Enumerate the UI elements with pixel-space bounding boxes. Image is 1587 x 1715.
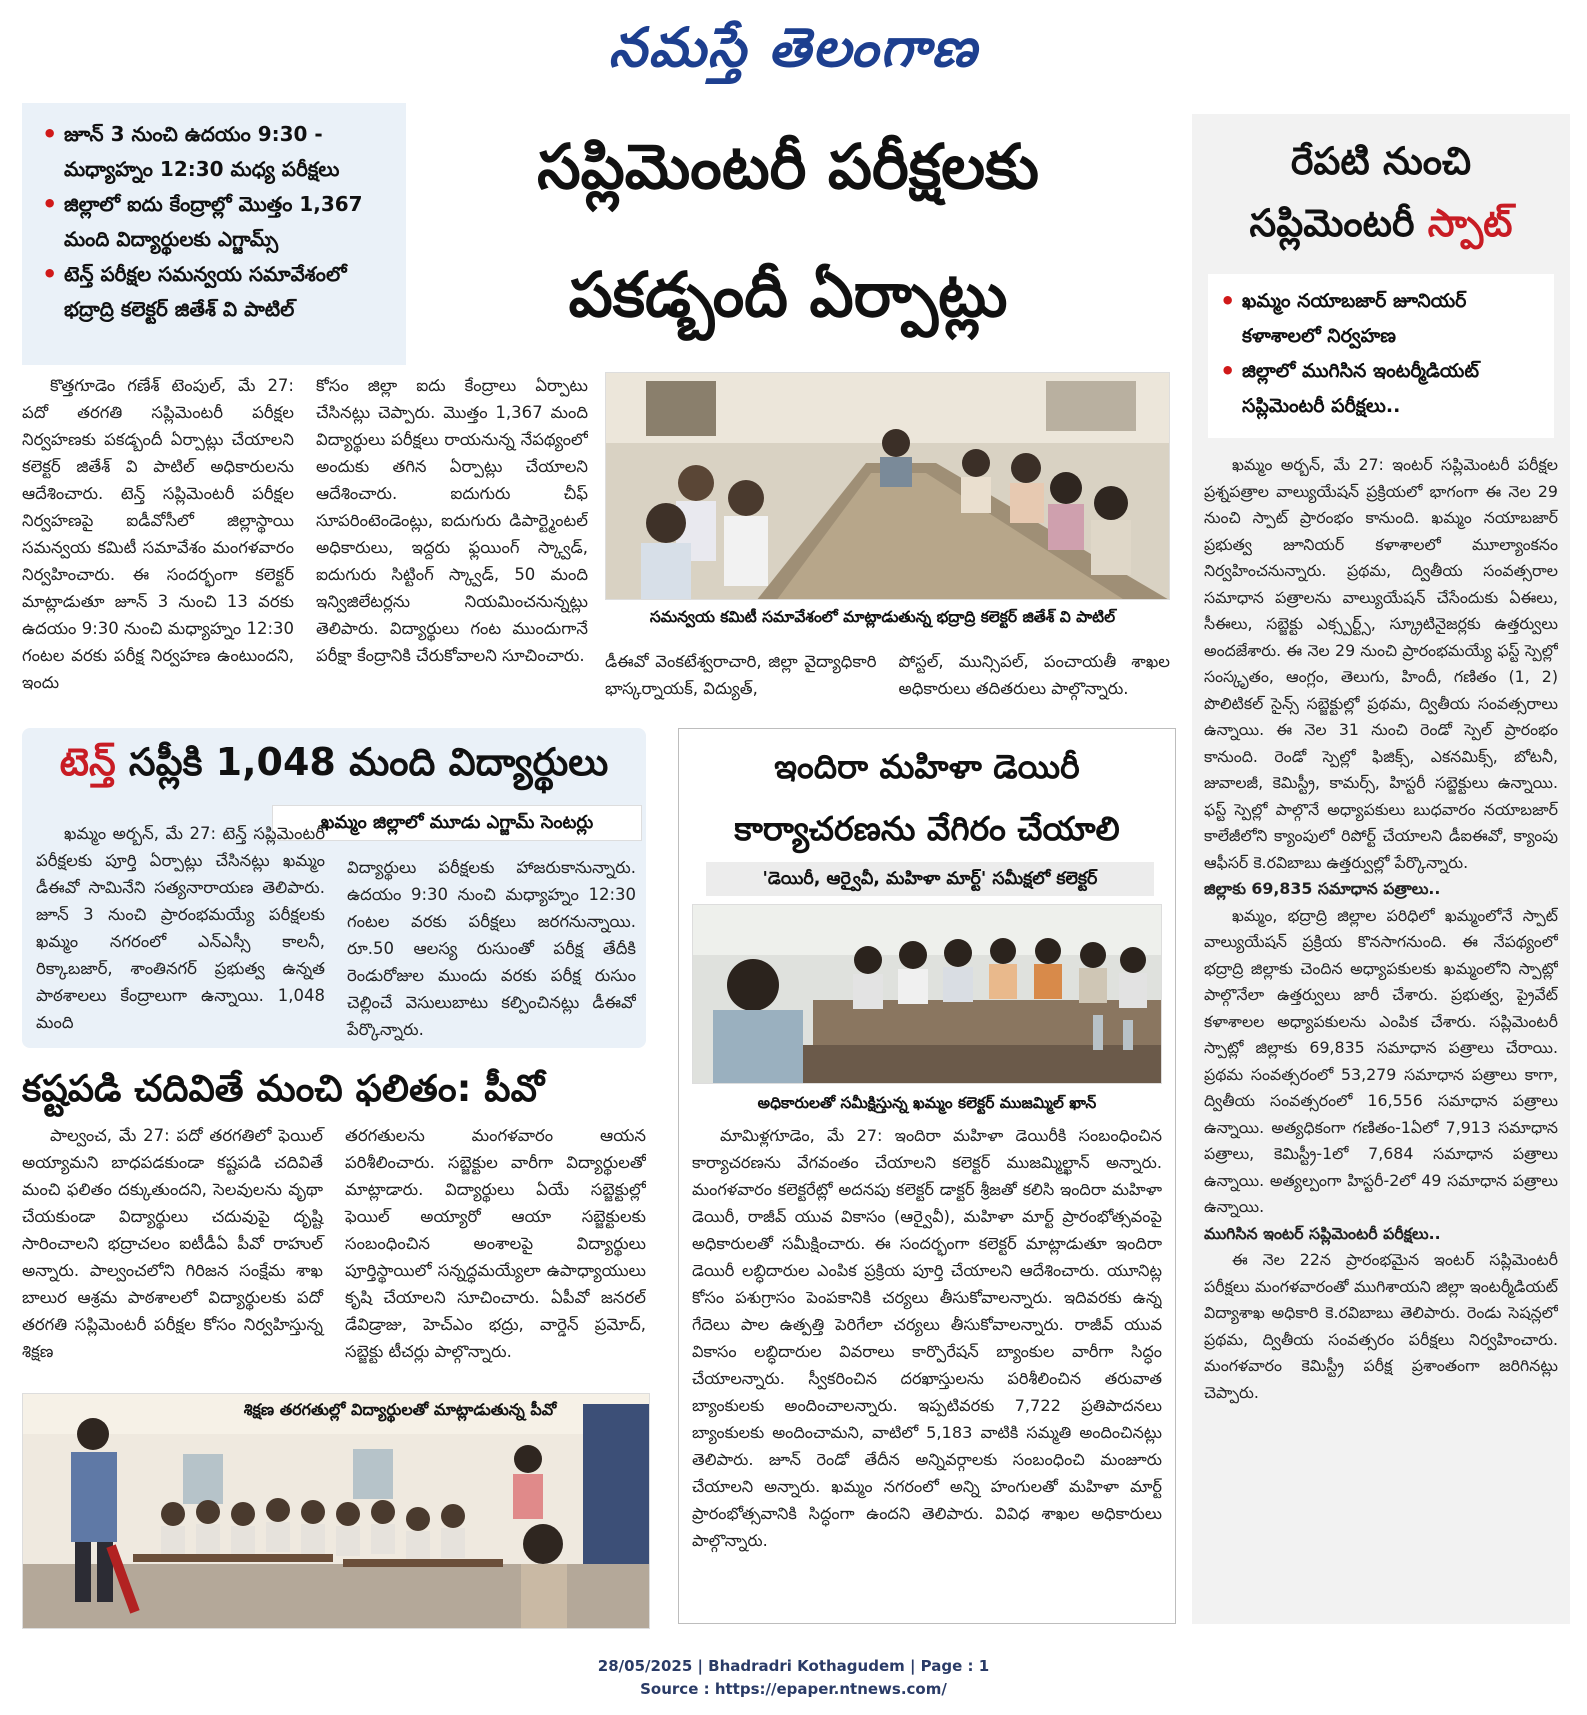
lead-col-3: డీఈవో వెంకటేశ్వరాచారి, జిల్లా వైద్యాధికారి భాస్కర్నాయక్, విద్యుత్, <box>605 652 877 698</box>
spot-highlight-2: • జిల్లాలో ముగిసిన ఇంటర్మీడియట్ సప్లిమెంటరీ పరీక్షలు.. <box>1216 354 1546 424</box>
po-body <box>22 1122 646 1392</box>
dairy-meeting-photo-image <box>693 905 1162 1084</box>
lead-photo <box>605 372 1170 600</box>
tenth-col-1: ఖమ్మం అర్బన్, మే 27: టెన్త్ సప్లిమెంటరీ పరీక్షలకు పూర్తి ఏర్పాట్లు చేసినట్లు ఖమ్మం డీఈవో సామినేని సత్యనారాయణ తెలిపారు. జూన్ 3 నుంచి ప్రారంభమయ్యే పరీక్షలకు ఖమ్మం నగరంలో ఎన్ఎస్సీ కాలనీ, రిక్కాబజార్, శాంతినగర్ ప్రభుత్వ ఉన్నత పాఠశాలలు కేంద్రాలుగా ఉన్నాయి. 1,048 మంది <box>36 824 325 1032</box>
spot-highlight-1: • ఖమ్మం నయాబజార్ జూనియర్ కళాశాలలో నిర్వహణ <box>1216 284 1546 354</box>
dairy-photo-caption: అధికారులతో సమీక్షిస్తున్న ఖమ్మం కలెక్టర్ ముజమ్మిల్ ఖాన్ <box>757 1094 1097 1112</box>
spot-headline <box>1192 130 1570 254</box>
lead-highlight-1: • జూన్ 3 నుంచి ఉదయం 9:30 - మధ్యాహ్నం 12:30 మధ్య పరీక్షలు <box>38 117 396 187</box>
spot-body <box>1204 452 1558 1620</box>
dairy-headline <box>678 736 1176 860</box>
masthead: నమస్తే తెలంగాణ <box>608 15 979 79</box>
lead-col-1: కొత్తగూడెం గణేశ్ టెంపుల్, మే 27: పదో తరగతి సప్లిమెంటరీ పరీక్షల నిర్వహణకు పకడ్బందీ ఏర్పాట్లు చేయాలని కలెక్టర్ జితేశ్ వి పాటిల్ అధికారులను ఆదేశించారు. టెన్త్ సప్లిమెంటరీ పరీక్షల నిర్వహణపై ఐడీవోసీలో జిల్లాస్థాయి సమన్వయ కమిటీ సమావేశం మంగళవారం నిర్వహించారు. ఈ సందర్భంగా కలెక్టర్ మాట్లాడుతూ జూన్ 3 నుంచి 13 వరకు ఉదయం 9:30 నుంచి మధ్యాహ్నం 12:30 గంటల వరకు పరీక్ష నిర్వహణ ఉంటుందని, ఇందు <box>22 376 294 692</box>
lead-body-bottom <box>605 648 1170 712</box>
spot-headline-red: స్పాట్ <box>1427 201 1513 245</box>
lead-highlight-2: • జిల్లాలో ఐదు కేంద్రాల్లో మొత్తం 1,367 మంది విద్యార్థులకు ఎగ్జామ్స్ <box>38 187 396 257</box>
meeting-photo-image <box>606 373 1170 600</box>
po-headline: కష్టపడి చదివితే మంచి ఫలితం: పీవో <box>22 1067 545 1110</box>
tenth-headline-red: టెన్త్ <box>59 740 116 784</box>
po-photo-caption: శిక్షణ తరగతుల్లో విద్యార్థులతో మాట్లాడుతున్న పీవో <box>243 1400 557 1419</box>
dairy-photo <box>692 904 1162 1084</box>
spot-headline-line2: సప్లిమెంటరీ స్పాట్ <box>1249 201 1513 245</box>
lead-headline-line2: పకడ్బందీ ఏర్పాట్లు <box>568 258 1008 331</box>
lead-col-2: కోసం జిల్లా ఐదు కేంద్రాలు ఏర్పాటు చేసినట్లు చెప్పారు. మొత్తం 1,367 మంది విద్యార్థులు పరీక్షలు రాయనున్న నేపథ్యంలో అందుకు తగిన ఏర్పాట్లు చేయాలని ఆదేశించారు. ఐదుగురు చీఫ్ సూపరింటెండెంట్లు, ఐదుగురు డిపార్ట్మెంటల్ అధికారులు, ఇద్దరు ఫ్లయింగ్ స్క్వాడ్, ఐదుగురు సిట్టింగ్ స్క్వాడ్, 50 మంది ఇన్విజిలేటర్లను నియమించనున్నట్లు తెలిపారు. విద్యార్థులు గంట ముందుగానే పరీక్షా కేంద్రానికి చేరుకోవాలని సూచించారు. <box>316 376 588 665</box>
spot-para-3: ఈ నెల 22న ప్రారంభమైన ఇంటర్ సప్లిమెంటరీ పరీక్షలు మంగళవారంతో ముగిశాయని జిల్లా ఇంటర్మీడియట్ విద్యాశాఖ అధికారి కె.రవిబాబు తెలిపారు. రెండు సెషన్లలో ప్రథమ, ద్వితీయ సంవత్సరం పరీక్షలు నిర్వహించారు. మంగళవారం కెమిస్ట్రీ పరీక్ష ప్రశాంతంగా జరిగినట్లు చెప్పారు. <box>1204 1250 1558 1402</box>
lead-headline <box>418 103 1158 365</box>
spot-headline-line1: రేపటి నుంచి <box>1290 139 1472 183</box>
tenth-headline-rest: సప్లీకి 1,048 మంది విద్యార్థులు <box>115 740 609 784</box>
tenth-body <box>36 820 636 1046</box>
lead-highlight-3: • టెన్త్ పరీక్షల సమన్వయ సమావేశంలో భద్రాద్రి కలెక్టర్ జితేశ్ వి పాటిల్ <box>38 257 396 327</box>
po-col-1: పాల్వంచ, మే 27: పదో తరగతిలో ఫెయిల్ అయ్యామని బాధపడకుండా కష్టపడి చదివితే మంచి ఫలితం దక్కుతుందని, సెలవులను వృథా చేయకుండా విద్యార్థులు చదువుపై దృష్టి సారించాలని భద్రాచలం ఐటీడీఏ పీవో రాహుల్ అన్నారు. పాల్వంచలోని గిరిజన సంక్షేమ శాఖ బాలుర ఆశ్రమ పాఠశాలలో విద్యార్థులకు పదో తరగతి సప్లిమెంటరీ పరీక్షల కోసం నిర్వహిస్తున్న శిక్షణ <box>22 1126 323 1361</box>
spot-highlights-box <box>1208 274 1554 438</box>
tenth-subhead: ఖమ్మం జిల్లాలో మూడు ఎగ్జామ్ సెంటర్లు <box>272 805 642 841</box>
tenth-col-2: విద్యార్థులు పరీక్షలకు హాజరుకానున్నారు. ఉదయం 9:30 నుంచి మధ్యాహ్నం 12:30 గంటల వరకు పరీక్షలు జరగనున్నాయి. రూ.50 ఆలస్య రుసుంతో పరీక్ష తేదీకి రెండురోజుల ముందు వరకు పరీక్ష రుసుం చెల్లించే వెసులుబాటు కల్పించినట్లు డీఈవో పేర్కొన్నారు. <box>347 858 636 1039</box>
dairy-body: మామిళ్లగూడెం, మే 27: ఇందిరా మహిళా డెయిరీకి సంబంధించిన కార్యాచరణను వేగవంతం చేయాలని కలెక్టర్ ముజమ్మిల్ఖాన్ అన్నారు. మంగళవారం కలెక్టరేట్లో అదనపు కలెక్టర్ డాక్టర్ శ్రీజతో కలిసి ఇందిరా మహిళా డెయిరీ, రాజీవ్ యువ వికాసం (ఆర్వైవీ), మహిళా మార్ట్ ప్రారంభోత్సవంపై అధికారులతో సమీక్షించారు. ఈ సందర్భంగా కలెక్టర్ మాట్లాడుతూ ఇందిరా డెయిరీ లబ్ధిదారుల ఎంపిక ప్రక్రియ పూర్తి చేయాలని ఆదేశించారు. యూనిట్ల కోసం పశుగ్రాసం పెంపకానికి చర్యలు తీసుకోవాలన్నారు. ఇదివరకు ఉన్న గేదెలు పాల ఉత్పత్తి పెరిగేలా చర్యలు తీసుకోవాలన్నారు. రాజీవ్ యువ వికాసం లబ్ధిదారుల వివరాలు కార్పొరేషన్ బ్యాంకుల వారీగా సిద్ధం చేయాలన్నారు. స్వీకరించిన దరఖాస్తులను పరిశీలించిన తరువాత బ్యాంకులకు అందించాలన్నారు. ఇప్పటివరకు 7,722 ప్రతిపాదనలు బ్యాంకులకు అందించామని, వాటిలో 5,183 వాటికి సమ్మతి అందించినట్లు తెలిపారు. జూన్ రెండో తేదీన అన్నివర్గాలకు సంబంధించి మంజూరు చేయాలని అన్నారు. ఖమ్మం నగరంలో అన్ని హంగులతో మహిళా మార్ట్ ప్రారంభోత్సవానికి సిద్ధంగా ఉందని తెలిపారు. వివిధ శాఖల అధికారులు పాల్గొన్నారు. <box>692 1126 1162 1550</box>
po-photo <box>22 1393 650 1629</box>
lead-highlights-box <box>22 103 406 365</box>
spot-para-2: ఖమ్మం, భద్రాద్రి జిల్లాల పరిధిలో ఖమ్మంలోనే స్పాట్ వాల్యుయేషన్ ప్రక్రియ కొనసాగనుంది. ఈ నేపథ్యంలో భద్రాద్రి జిల్లాకు చెందిన అధ్యాపకులకు ఖమ్మంలోని స్పాట్లో పాల్గొనేలా ఉత్తర్వులు జారీ చేశారు. ప్రభుత్వ, ప్రైవేట్ కళాశాలల అధ్యాపకులను ఎంపిక చేశారు. సప్లిమెంటరీ స్పాట్లో జిల్లాకు 69,835 సమాధాన పత్రాలు చేరాయి. ప్రథమ సంవత్సరంలో 53,279 సమాధాన పత్రాలు కాగా, ద్వితీయ సంవత్సరంలో 16,556 సమాధాన పత్రాలు ఉన్నాయి. అత్యధికంగా గణితం-1ఏలో 7,913 సమాధాన పత్రాలు, కెమిస్ట్రీ-1లో 7,684 సమాధాన పత్రాలు ఉన్నాయి. అత్యల్పంగా హిస్టరీ-2లో 49 సమాధాన పత్రాలు ఉన్నాయి. <box>1204 905 1558 1216</box>
footer-source-line: Source : https://epaper.ntnews.com/ <box>640 1680 947 1698</box>
dairy-strap: 'డెయిరీ, ఆర్వైవీ, మహిళా మార్ట్' సమీక్షలో కలెక్టర్ <box>706 862 1154 896</box>
spot-subhead-2: ముగిసిన ఇంటర్ సప్లిమెంటరీ పరీక్షలు.. <box>1204 1223 1441 1243</box>
lead-photo-caption: సమన్వయ కమిటీ సమావేశంలో మాట్లాడుతున్న భద్రాద్రి కలెక్టర్ జితేశ్ వి పాటిల్ <box>649 608 1116 626</box>
dairy-headline-line1: ఇందిరా మహిళా డెయిరీ <box>774 747 1080 786</box>
lead-highlights <box>38 117 396 327</box>
lead-headline-line1: సప్లిమెంటరీ పరీక్షలకు <box>537 130 1039 203</box>
tenth-headline <box>22 736 646 788</box>
spot-subhead-1: జిల్లాకు 69,835 సమాధాన పత్రాలు.. <box>1204 879 1441 898</box>
dairy-headline-line2: కార్యాచరణను వేగిరం చేయాలి <box>734 809 1120 848</box>
classroom-photo-image <box>23 1394 650 1629</box>
footer-date-line: 28/05/2025 | Bhadradri Kothagudem | Page : 1 <box>597 1657 990 1675</box>
po-col-2: తరగతులను మంగళవారం ఆయన పరిశీలించారు. సబ్జెక్టుల వారీగా విద్యార్థులతో మాట్లాడారు. విద్యార్థులు ఏయే సబ్జెక్టుల్లో ఫెయిల్ అయ్యారో ఆయా సబ్జెక్టులకు సంబంధించిన అంశాలపై విద్యార్థులు పూర్తిస్థాయిలో సన్నద్ధమయ్యేలా ఉపాధ్యాయులు కృషి చేయాలని సూచించారు. ఏపీవో జనరల్ డేవిడ్రాజు, హెచ్ఎం భద్రు, వార్డెన్ ప్రమోద్, సబ్జెక్టు టీచర్లు పాల్గొన్నారు. <box>345 1126 646 1361</box>
spot-highlights <box>1216 284 1546 424</box>
spot-para-1: ఖమ్మం అర్బన్, మే 27: ఇంటర్ సప్లిమెంటరీ పరీక్షల ప్రశ్నపత్రాల వాల్యుయేషన్ ప్రక్రియలో భాగంగా ఈ నెల 29 నుంచి స్పాట్ ప్రారంభం కానుంది. ఖమ్మం నయాబజార్ ప్రభుత్వ జూనియర్ కళాశాలలో మూల్యాంకనం నిర్వహించనున్నారు. ప్రథమ, ద్వితీయ సంవత్సరాల సమాధాన పత్రాలను వాల్యుయేషన్ చేసేందుకు ఏఈలు, సీఈలు, సబ్జెక్టు ఎక్స్పర్ట్స్, స్క్రూటినైజర్లకు ఉత్తర్వులు అందజేశారు. ఈ నెల 29 నుంచి ప్రారంభమయ్యే ఫస్ట్ స్పెల్లో సంస్కృతం, ఆంగ్లం, తెలుగు, హిందీ, గణితం (1, 2) పొలిటికల్ సైన్స్ సబ్జెక్టుల్లో ప్రథమ, ద్వితీయ సంవత్సరాలు ఉన్నాయి. ఈ నెల 31 నుంచి రెండో స్పెల్ ప్రారంభం కానుంది. రెండో స్పెల్లో ఫిజిక్స్, ఎకనమిక్స్, బోటనీ, జువాలజీ, కెమిస్ట్రీ, కామర్స్, హిస్టరీ సబ్జెక్టులు ఉన్నాయి. ఫస్ట్ స్పెల్లో పాల్గొనే అధ్యాపకులు బుధవారం నయాబజార్ కాలేజీలోని క్యాంపులో రిపోర్ట్ చేయాలని డీఐఈవో, క్యాంపు ఆఫీసర్ కె.రవిబాబు ఉత్తర్వుల్లో పేర్కొన్నారు. <box>1204 455 1558 872</box>
lead-col-4: పోస్టల్, మున్సిపల్, పంచాయతీ శాఖల అధికారులు తదితరులు పాల్గొన్నారు. <box>898 652 1170 698</box>
lead-body-top <box>22 372 588 712</box>
